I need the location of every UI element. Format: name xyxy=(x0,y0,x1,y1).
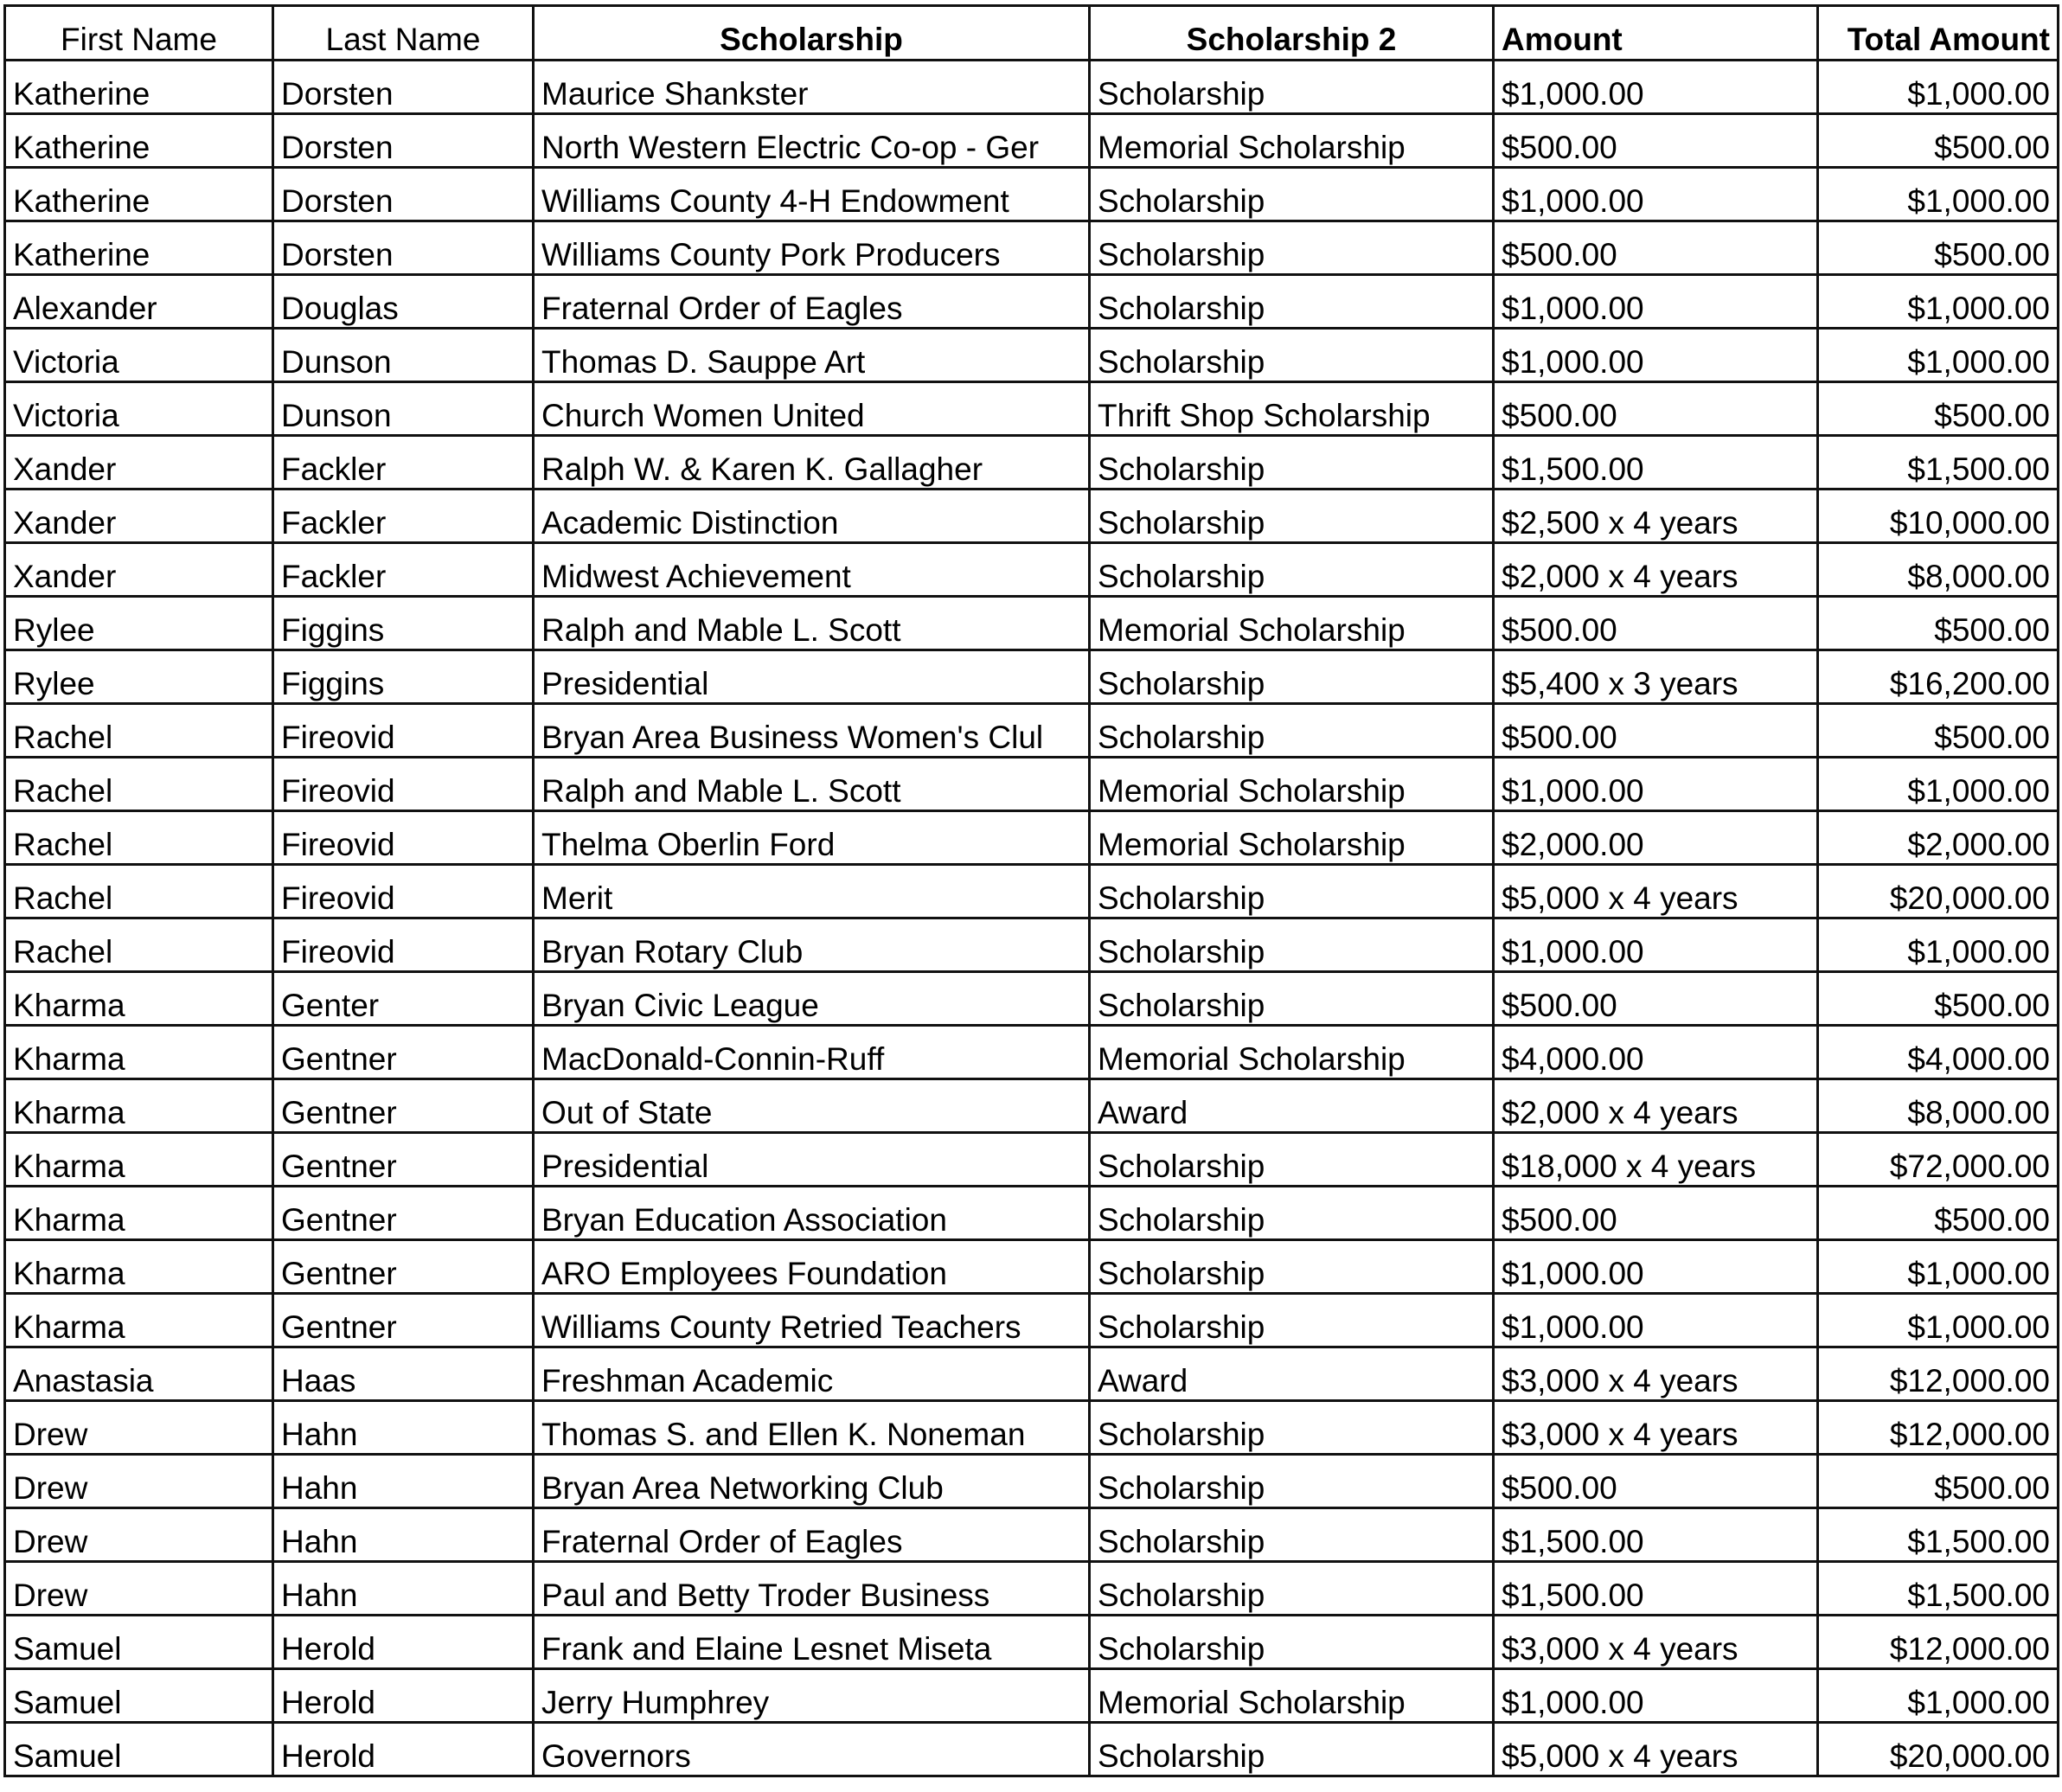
scholarship-2-cell[interactable]: Scholarship xyxy=(1090,221,1494,275)
last-name-cell[interactable]: Hahn xyxy=(273,1401,534,1455)
scholarship-2-cell[interactable]: Scholarship xyxy=(1090,329,1494,382)
last-name-cell[interactable]: Fackler xyxy=(273,543,534,597)
last-name-cell[interactable]: Gentner xyxy=(273,1187,534,1240)
amount-cell[interactable]: $1,000.00 xyxy=(1494,61,1818,114)
last-name-cell[interactable]: Dorsten xyxy=(273,114,534,168)
scholarship-cell[interactable]: Ralph and Mable L. Scott xyxy=(534,758,1090,811)
last-name-cell[interactable]: Fackler xyxy=(273,436,534,490)
last-name-cell[interactable]: Douglas xyxy=(273,275,534,329)
total-amount-cell[interactable]: $2,000.00 xyxy=(1818,811,2059,865)
total-amount-cell[interactable]: $12,000.00 xyxy=(1818,1347,2059,1401)
first-name-cell[interactable]: Drew xyxy=(5,1508,273,1562)
scholarship-2-cell[interactable]: Scholarship xyxy=(1090,543,1494,597)
total-amount-cell[interactable]: $4,000.00 xyxy=(1818,1026,2059,1079)
scholarship-2-cell[interactable]: Memorial Scholarship xyxy=(1090,114,1494,168)
total-amount-cell[interactable]: $1,500.00 xyxy=(1818,1562,2059,1616)
last-name-cell[interactable]: Genter xyxy=(273,972,534,1026)
last-name-cell[interactable]: Gentner xyxy=(273,1026,534,1079)
scholarship-cell[interactable]: Church Women United xyxy=(534,382,1090,436)
total-amount-cell[interactable]: $8,000.00 xyxy=(1818,1079,2059,1133)
table-row xyxy=(5,1401,2059,1455)
scholarship-2-cell[interactable]: Scholarship xyxy=(1090,168,1494,221)
scholarship-cell[interactable]: Presidential xyxy=(534,1133,1090,1187)
scholarship-cell[interactable]: Bryan Education Association xyxy=(534,1187,1090,1240)
table-row xyxy=(5,114,2059,168)
total-amount-cell[interactable]: $1,500.00 xyxy=(1818,1508,2059,1562)
first-name-cell[interactable]: Kharma xyxy=(5,1079,273,1133)
first-name-cell[interactable]: Katherine xyxy=(5,168,273,221)
amount-cell[interactable]: $1,500.00 xyxy=(1494,436,1818,490)
scholarship-cell[interactable]: Williams County Retried Teachers xyxy=(534,1294,1090,1347)
amount-cell[interactable]: $1,000.00 xyxy=(1494,275,1818,329)
table-row xyxy=(5,1723,2059,1776)
table-row xyxy=(5,972,2059,1026)
total-amount-cell[interactable]: $1,000.00 xyxy=(1818,1669,2059,1723)
scholarship-cell[interactable]: Bryan Area Networking Club xyxy=(534,1455,1090,1508)
first-name-cell[interactable]: Kharma xyxy=(5,1294,273,1347)
scholarship-2-cell[interactable]: Scholarship xyxy=(1090,1401,1494,1455)
scholarship-2-cell[interactable]: Award xyxy=(1090,1079,1494,1133)
last-name-cell[interactable]: Dorsten xyxy=(273,168,534,221)
scholarship-cell[interactable]: Thomas D. Sauppe Art xyxy=(534,329,1090,382)
table-row xyxy=(5,650,2059,704)
scholarship-cell[interactable]: Williams County Pork Producers xyxy=(534,221,1090,275)
first-name-cell[interactable]: Katherine xyxy=(5,221,273,275)
last-name-cell[interactable]: Herold xyxy=(273,1723,534,1776)
total-amount-cell[interactable]: $1,000.00 xyxy=(1818,1240,2059,1294)
scholarship-2-cell[interactable]: Thrift Shop Scholarship xyxy=(1090,382,1494,436)
scholarship-cell[interactable]: Midwest Achievement xyxy=(534,543,1090,597)
scholarship-2-cell[interactable]: Scholarship xyxy=(1090,1616,1494,1669)
scholarship-2-cell[interactable]: Scholarship xyxy=(1090,650,1494,704)
scholarship-2-cell[interactable]: Memorial Scholarship xyxy=(1090,1026,1494,1079)
first-name-cell[interactable]: Rachel xyxy=(5,918,273,972)
scholarship-cell[interactable]: Out of State xyxy=(534,1079,1090,1133)
scholarship-cell[interactable]: Thelma Oberlin Ford xyxy=(534,811,1090,865)
total-amount-cell[interactable]: $8,000.00 xyxy=(1818,543,2059,597)
scholarship-2-cell[interactable]: Scholarship xyxy=(1090,490,1494,543)
scholarship-2-cell[interactable]: Memorial Scholarship xyxy=(1090,758,1494,811)
amount-cell[interactable]: $3,000 x 4 years xyxy=(1494,1401,1818,1455)
last-name-cell[interactable]: Dorsten xyxy=(273,61,534,114)
table-row xyxy=(5,61,2059,114)
total-amount-cell[interactable]: $1,500.00 xyxy=(1818,436,2059,490)
scholarship-cell[interactable]: Frank and Elaine Lesnet Miseta xyxy=(534,1616,1090,1669)
amount-cell[interactable]: $1,000.00 xyxy=(1494,1669,1818,1723)
scholarship-cell[interactable]: Paul and Betty Troder Business xyxy=(534,1562,1090,1616)
first-name-cell[interactable]: Drew xyxy=(5,1562,273,1616)
first-name-cell[interactable]: Victoria xyxy=(5,382,273,436)
amount-cell[interactable]: $3,000 x 4 years xyxy=(1494,1616,1818,1669)
last-name-cell[interactable]: Fireovid xyxy=(273,865,534,918)
amount-cell[interactable]: $1,000.00 xyxy=(1494,758,1818,811)
scholarship-cell[interactable]: Freshman Academic xyxy=(534,1347,1090,1401)
total-amount-cell[interactable]: $20,000.00 xyxy=(1818,865,2059,918)
scholarship-cell[interactable]: ARO Employees Foundation xyxy=(534,1240,1090,1294)
amount-cell[interactable]: $500.00 xyxy=(1494,1455,1818,1508)
amount-cell[interactable]: $1,000.00 xyxy=(1494,1240,1818,1294)
first-name-cell[interactable]: Samuel xyxy=(5,1669,273,1723)
scholarship-cell[interactable]: Ralph and Mable L. Scott xyxy=(534,597,1090,650)
scholarship-2-cell[interactable]: Scholarship xyxy=(1090,61,1494,114)
scholarship-2-cell[interactable]: Scholarship xyxy=(1090,918,1494,972)
last-name-cell[interactable]: Fackler xyxy=(273,490,534,543)
table-row xyxy=(5,1455,2059,1508)
first-name-cell[interactable]: Kharma xyxy=(5,1026,273,1079)
amount-cell[interactable]: $500.00 xyxy=(1494,1187,1818,1240)
amount-cell[interactable]: $18,000 x 4 years xyxy=(1494,1133,1818,1187)
total-amount-cell[interactable]: $1,000.00 xyxy=(1818,168,2059,221)
amount-cell[interactable]: $500.00 xyxy=(1494,114,1818,168)
scholarship-2-cell[interactable]: Scholarship xyxy=(1090,1294,1494,1347)
amount-cell[interactable]: $1,000.00 xyxy=(1494,918,1818,972)
table-row xyxy=(5,1669,2059,1723)
scholarship-2-cell[interactable]: Scholarship xyxy=(1090,275,1494,329)
last-name-cell[interactable]: Dunson xyxy=(273,329,534,382)
first-name-cell[interactable]: Rachel xyxy=(5,811,273,865)
scholarship-2-cell[interactable]: Scholarship xyxy=(1090,1240,1494,1294)
table-row xyxy=(5,1026,2059,1079)
table-row xyxy=(5,329,2059,382)
amount-cell[interactable]: $5,400 x 3 years xyxy=(1494,650,1818,704)
amount-cell[interactable]: $2,000.00 xyxy=(1494,811,1818,865)
scholarship-table xyxy=(3,4,2059,1777)
scholarship-2-cell[interactable]: Memorial Scholarship xyxy=(1090,597,1494,650)
amount-cell[interactable]: $1,000.00 xyxy=(1494,168,1818,221)
last-name-cell[interactable]: Fireovid xyxy=(273,758,534,811)
header-last-name[interactable]: Last Name xyxy=(273,6,534,61)
scholarship-cell[interactable]: Ralph W. & Karen K. Gallagher xyxy=(534,436,1090,490)
amount-cell[interactable]: $500.00 xyxy=(1494,382,1818,436)
amount-cell[interactable]: $2,000 x 4 years xyxy=(1494,1079,1818,1133)
scholarship-cell[interactable]: Fraternal Order of Eagles xyxy=(534,275,1090,329)
scholarship-cell[interactable]: North Western Electric Co-op - Ger xyxy=(534,114,1090,168)
first-name-cell[interactable]: Katherine xyxy=(5,114,273,168)
last-name-cell[interactable]: Figgins xyxy=(273,650,534,704)
total-amount-cell[interactable]: $12,000.00 xyxy=(1818,1401,2059,1455)
last-name-cell[interactable]: Gentner xyxy=(273,1240,534,1294)
scholarship-cell[interactable]: Bryan Area Business Women's Clul xyxy=(534,704,1090,758)
total-amount-cell[interactable]: $1,000.00 xyxy=(1818,1294,2059,1347)
first-name-cell[interactable]: Alexander xyxy=(5,275,273,329)
table-row xyxy=(5,1508,2059,1562)
total-amount-cell[interactable]: $500.00 xyxy=(1818,221,2059,275)
first-name-cell[interactable]: Kharma xyxy=(5,1133,273,1187)
first-name-cell[interactable]: Xander xyxy=(5,543,273,597)
first-name-cell[interactable]: Samuel xyxy=(5,1616,273,1669)
first-name-cell[interactable]: Anastasia xyxy=(5,1347,273,1401)
table-row xyxy=(5,597,2059,650)
last-name-cell[interactable]: Gentner xyxy=(273,1294,534,1347)
total-amount-cell[interactable]: $1,000.00 xyxy=(1818,329,2059,382)
scholarship-cell[interactable]: Williams County 4-H Endowment xyxy=(534,168,1090,221)
amount-cell[interactable]: $5,000 x 4 years xyxy=(1494,1723,1818,1776)
scholarship-cell[interactable]: Governors xyxy=(534,1723,1090,1776)
last-name-cell[interactable]: Herold xyxy=(273,1669,534,1723)
table-row xyxy=(5,275,2059,329)
scholarship-2-cell[interactable]: Scholarship xyxy=(1090,865,1494,918)
table-row xyxy=(5,1240,2059,1294)
scholarship-cell[interactable]: Bryan Civic League xyxy=(534,972,1090,1026)
last-name-cell[interactable]: Hahn xyxy=(273,1562,534,1616)
amount-cell[interactable]: $1,000.00 xyxy=(1494,1294,1818,1347)
table-row xyxy=(5,221,2059,275)
first-name-cell[interactable]: Kharma xyxy=(5,1187,273,1240)
total-amount-cell[interactable]: $20,000.00 xyxy=(1818,1723,2059,1776)
header-row xyxy=(5,6,2059,61)
amount-cell[interactable]: $4,000.00 xyxy=(1494,1026,1818,1079)
table-row xyxy=(5,490,2059,543)
first-name-cell[interactable]: Xander xyxy=(5,490,273,543)
scholarship-2-cell[interactable]: Scholarship xyxy=(1090,972,1494,1026)
last-name-cell[interactable]: Fireovid xyxy=(273,704,534,758)
scholarship-2-cell[interactable]: Memorial Scholarship xyxy=(1090,811,1494,865)
amount-cell[interactable]: $2,000 x 4 years xyxy=(1494,543,1818,597)
scholarship-cell[interactable]: Academic Distinction xyxy=(534,490,1090,543)
last-name-cell[interactable]: Fireovid xyxy=(273,811,534,865)
table-row xyxy=(5,1562,2059,1616)
amount-cell[interactable]: $5,000 x 4 years xyxy=(1494,865,1818,918)
table-row xyxy=(5,1133,2059,1187)
scholarship-cell[interactable]: Maurice Shankster xyxy=(534,61,1090,114)
last-name-cell[interactable]: Herold xyxy=(273,1616,534,1669)
scholarship-2-cell[interactable]: Scholarship xyxy=(1090,1562,1494,1616)
header-amount[interactable]: Amount xyxy=(1494,6,1818,61)
total-amount-cell[interactable]: $16,200.00 xyxy=(1818,650,2059,704)
total-amount-cell[interactable]: $1,000.00 xyxy=(1818,758,2059,811)
first-name-cell[interactable]: Drew xyxy=(5,1455,273,1508)
header-total-amount[interactable]: Total Amount xyxy=(1818,6,2059,61)
scholarship-2-cell[interactable]: Scholarship xyxy=(1090,1455,1494,1508)
total-amount-cell[interactable]: $1,000.00 xyxy=(1818,275,2059,329)
scholarship-2-cell[interactable]: Scholarship xyxy=(1090,1187,1494,1240)
last-name-cell[interactable]: Hahn xyxy=(273,1455,534,1508)
table-row xyxy=(5,1616,2059,1669)
first-name-cell[interactable]: Victoria xyxy=(5,329,273,382)
total-amount-cell[interactable]: $500.00 xyxy=(1818,1455,2059,1508)
total-amount-cell[interactable]: $1,000.00 xyxy=(1818,918,2059,972)
header-scholarship[interactable]: Scholarship xyxy=(534,6,1090,61)
last-name-cell[interactable]: Gentner xyxy=(273,1133,534,1187)
table-row xyxy=(5,1347,2059,1401)
table-row xyxy=(5,382,2059,436)
scholarship-cell[interactable]: Thomas S. and Ellen K. Noneman xyxy=(534,1401,1090,1455)
total-amount-cell[interactable]: $12,000.00 xyxy=(1818,1616,2059,1669)
scholarship-cell[interactable]: Merit xyxy=(534,865,1090,918)
last-name-cell[interactable]: Dorsten xyxy=(273,221,534,275)
total-amount-cell[interactable]: $500.00 xyxy=(1818,972,2059,1026)
scholarship-2-cell[interactable]: Scholarship xyxy=(1090,1133,1494,1187)
amount-cell[interactable]: $500.00 xyxy=(1494,972,1818,1026)
first-name-cell[interactable]: Rylee xyxy=(5,597,273,650)
amount-cell[interactable]: $500.00 xyxy=(1494,221,1818,275)
amount-cell[interactable]: $1,000.00 xyxy=(1494,329,1818,382)
first-name-cell[interactable]: Kharma xyxy=(5,972,273,1026)
table-row xyxy=(5,168,2059,221)
amount-cell[interactable]: $2,500 x 4 years xyxy=(1494,490,1818,543)
last-name-cell[interactable]: Fireovid xyxy=(273,918,534,972)
scholarship-cell[interactable]: Presidential xyxy=(534,650,1090,704)
header-first-name[interactable]: First Name xyxy=(5,6,273,61)
table-row xyxy=(5,704,2059,758)
last-name-cell[interactable]: Gentner xyxy=(273,1079,534,1133)
total-amount-cell[interactable]: $500.00 xyxy=(1818,597,2059,650)
total-amount-cell[interactable]: $500.00 xyxy=(1818,704,2059,758)
scholarship-cell[interactable]: Jerry Humphrey xyxy=(534,1669,1090,1723)
amount-cell[interactable]: $1,500.00 xyxy=(1494,1562,1818,1616)
total-amount-cell[interactable]: $1,000.00 xyxy=(1818,61,2059,114)
first-name-cell[interactable]: Rylee xyxy=(5,650,273,704)
last-name-cell[interactable]: Haas xyxy=(273,1347,534,1401)
total-amount-cell[interactable]: $500.00 xyxy=(1818,114,2059,168)
first-name-cell[interactable]: Xander xyxy=(5,436,273,490)
table-row xyxy=(5,436,2059,490)
table-row xyxy=(5,1079,2059,1133)
amount-cell[interactable]: $1,500.00 xyxy=(1494,1508,1818,1562)
header-scholarship-2[interactable]: Scholarship 2 xyxy=(1090,6,1494,61)
last-name-cell[interactable]: Dunson xyxy=(273,382,534,436)
total-amount-cell[interactable]: $500.00 xyxy=(1818,1187,2059,1240)
first-name-cell[interactable]: Katherine xyxy=(5,61,273,114)
table-header xyxy=(5,6,2059,61)
table-row xyxy=(5,1187,2059,1240)
table-row xyxy=(5,865,2059,918)
scholarship-2-cell[interactable]: Scholarship xyxy=(1090,704,1494,758)
last-name-cell[interactable]: Figgins xyxy=(273,597,534,650)
table-row xyxy=(5,543,2059,597)
first-name-cell[interactable]: Rachel xyxy=(5,704,273,758)
scholarship-cell[interactable]: Fraternal Order of Eagles xyxy=(534,1508,1090,1562)
total-amount-cell[interactable]: $500.00 xyxy=(1818,382,2059,436)
first-name-cell[interactable]: Rachel xyxy=(5,865,273,918)
first-name-cell[interactable]: Samuel xyxy=(5,1723,273,1776)
table-body xyxy=(5,61,2059,1776)
scholarship-cell[interactable]: MacDonald-Connin-Ruff xyxy=(534,1026,1090,1079)
last-name-cell[interactable]: Hahn xyxy=(273,1508,534,1562)
scholarship-2-cell[interactable]: Scholarship xyxy=(1090,1723,1494,1776)
amount-cell[interactable]: $3,000 x 4 years xyxy=(1494,1347,1818,1401)
table-row xyxy=(5,1294,2059,1347)
amount-cell[interactable]: $500.00 xyxy=(1494,597,1818,650)
scholarship-cell[interactable]: Bryan Rotary Club xyxy=(534,918,1090,972)
scholarship-2-cell[interactable]: Memorial Scholarship xyxy=(1090,1669,1494,1723)
amount-cell[interactable]: $500.00 xyxy=(1494,704,1818,758)
total-amount-cell[interactable]: $72,000.00 xyxy=(1818,1133,2059,1187)
scholarship-2-cell[interactable]: Scholarship xyxy=(1090,1508,1494,1562)
table-row xyxy=(5,758,2059,811)
first-name-cell[interactable]: Kharma xyxy=(5,1240,273,1294)
table-row xyxy=(5,811,2059,865)
first-name-cell[interactable]: Rachel xyxy=(5,758,273,811)
table-row xyxy=(5,918,2059,972)
total-amount-cell[interactable]: $10,000.00 xyxy=(1818,490,2059,543)
scholarship-2-cell[interactable]: Scholarship xyxy=(1090,436,1494,490)
scholarship-2-cell[interactable]: Award xyxy=(1090,1347,1494,1401)
first-name-cell[interactable]: Drew xyxy=(5,1401,273,1455)
